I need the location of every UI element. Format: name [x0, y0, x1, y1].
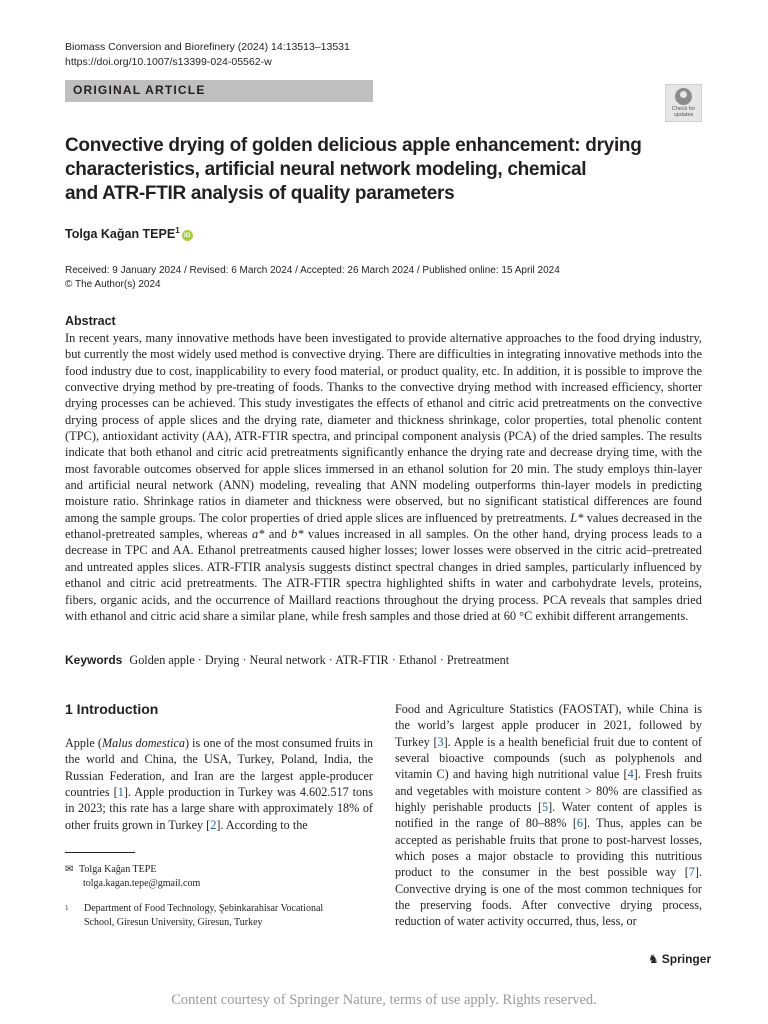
journal-header: [65, 40, 350, 70]
citation-link[interactable]: 3: [437, 734, 444, 749]
section-heading-introduction: 1 Introduction: [65, 701, 159, 717]
article-type-banner: ORIGINAL ARTICLE: [65, 80, 373, 102]
author-affiliation-mark: 1: [175, 226, 180, 235]
date-history: Received: 9 January 2024 / Revised: 6 March 2024 / Accepted: 26 March 2024 / Published online: 15 April 2024: [65, 265, 560, 276]
publisher-name: Springer: [661, 952, 712, 966]
footnote-divider: [65, 852, 135, 853]
envelope-icon: ✉: [65, 864, 74, 875]
corresponding-author-footnote: [65, 863, 200, 891]
title-line: characteristics, artificial neural network modeling, chemical: [65, 159, 587, 180]
copyright-notice: © The Author(s) 2024: [65, 279, 161, 290]
check-updates-icon: [675, 88, 692, 105]
author-name[interactable]: Tolga Kağan TEPE: [65, 227, 176, 242]
abstract-text: In recent years, many innovative methods have been investigated to provide alternative approaches to the food drying industry, but currently the most widely used method is convective drying. There are difficulties in integrating innovative methods into the food industry due to cost, inapplicability to every food material, or product quality, etc. In addition, it is possible to improve the convective drying method by pre-treating of foods. Thanks to the convective drying method with increased efficiency, shorter drying processes can be achieved. This study investigates the effects of ethanol and citric acid pretreatments on the convective drying process of apple slices and the drying rate, diameter and thickness shrinkage, color properties, total phenolic content (TPC), antioxidant activity (AA), ATR-FTIR spectra, and principal component analysis (PCA) of the dried samples. The results indicate that both ethanol and citric acid pretreatments significantly enhance the drying rate and decrease drying time, with the most favorable outcomes observed for apple slices immersed in an ethanol solution for 20 min. The study employs thin-layer and artificial neural network (ANN) modeling, revealing that ANN modeling outperforms thin-layer models in predicting moisture ratio. Shrinkage ratios in diameter and thickness were observed, but no significant statistical differences are found among the sample groups. The color properties of dried apple slices are influenced by pretreatments. L* values decreased in the ethanol-pretreated samples, whereas a* and b* values increased in all samples. On the other hand, drying process leads to a decrease in TPC and AA. Ethanol pretreatments caused higher losses; lower losses were observed in the citric acid–pretreated and untreated apples slices. ATR-FTIR analysis suggests distinct spectral changes in dried samples, particularly influenced by ethanol and citric acid pretreatments. The ATR-FTIR spectra highlighted shifts in water and carbohydrate levels, proteins, fibers, organic acids, and the occurrence of Maillard reactions throughout the drying process. PCA reveals that samples dried with ethanol and citric acid share a similar plane, while fresh samples and those dried at 60 °C exhibit different arrangements.: [65, 331, 702, 623]
contact-email[interactable]: tolga.kagan.tepe@gmail.com: [83, 878, 201, 889]
publication-dates: [65, 264, 560, 292]
author-line: [65, 226, 193, 241]
title-line: Convective drying of golden delicious apple enhancement: drying: [65, 135, 642, 156]
citation-link[interactable]: 2: [210, 817, 217, 832]
abstract-heading: Abstract: [65, 314, 116, 328]
contact-name: Tolga Kağan TEPE: [79, 864, 157, 875]
springer-logo: [648, 952, 711, 966]
springer-horse-icon: ♞: [648, 952, 659, 966]
affiliation-number: 1: [65, 904, 69, 912]
title-line: and ATR-FTIR analysis of quality parameters: [65, 183, 455, 204]
citation-link[interactable]: 1: [117, 785, 124, 800]
journal-citation: Biomass Conversion and Biorefinery (2024) 14:13513–13531: [65, 41, 350, 53]
keywords-list: Golden apple · Drying · Neural network · ATR-FTIR · Ethanol · Pretreatment: [129, 653, 510, 667]
check-updates-line1: Check for: [671, 106, 696, 112]
citation-link[interactable]: 5: [542, 800, 549, 815]
check-for-updates-badge[interactable]: [665, 84, 702, 122]
keywords: [65, 653, 509, 668]
orcid-icon[interactable]: iD: [182, 230, 193, 241]
affiliation-line: School, Giresun University, Giresun, Turkey: [84, 917, 263, 928]
courtesy-notice: Content courtesy of Springer Nature, terms of use apply. Rights reserved.: [171, 992, 597, 1008]
keywords-heading: Keywords: [65, 653, 123, 667]
journal-doi[interactable]: https://doi.org/10.1007/s13399-024-05562-w: [65, 56, 272, 68]
affiliation-footnote: [65, 902, 365, 930]
check-updates-line2: updates: [673, 112, 694, 118]
citation-link[interactable]: 4: [627, 767, 634, 782]
affiliation-line: Department of Food Technology, Şebinkarahisar Vocational: [84, 903, 324, 914]
intro-right-column: Food and Agriculture Statistics (FAOSTAT), while China is the world’s largest apple producer in 2021, followed by Turkey [3]. Apple is a health beneficial fruit due to content of several bioactive compounds (such as polyphenols and vitamin C) and having high nutritional value [4]. Fresh fruits and vegetables with moisture content > 80% are classified as highly perishable products [5]. Water content of apples is notified in the range of 80–88% [6]. Thus, apples can be accepted as perishable fruits that prone to post-harvest losses, which poses a major obstacle to providing this nutritious product to the consumer in the best possible way [7]. Convective drying is one of the most common techniques for the preserving foods. After convective drying process, reduction of water activity occurred, thus, less, or: [395, 702, 702, 929]
article-title: [65, 134, 665, 206]
citation-link[interactable]: 6: [576, 816, 583, 831]
citation-link[interactable]: 7: [688, 865, 695, 880]
intro-left-column: Apple (Malus domestica) is one of the most consumed fruits in the world and China, the USA, Turkey, Poland, India, the Russian Federation, and Iran are the largest apple-producer countries [1]. Apple production in Turkey was 4.602.517 tons in 2023; this rate has a large share with approximately 18% of other fruits grown in Turkey [2]. According to the: [65, 736, 374, 832]
